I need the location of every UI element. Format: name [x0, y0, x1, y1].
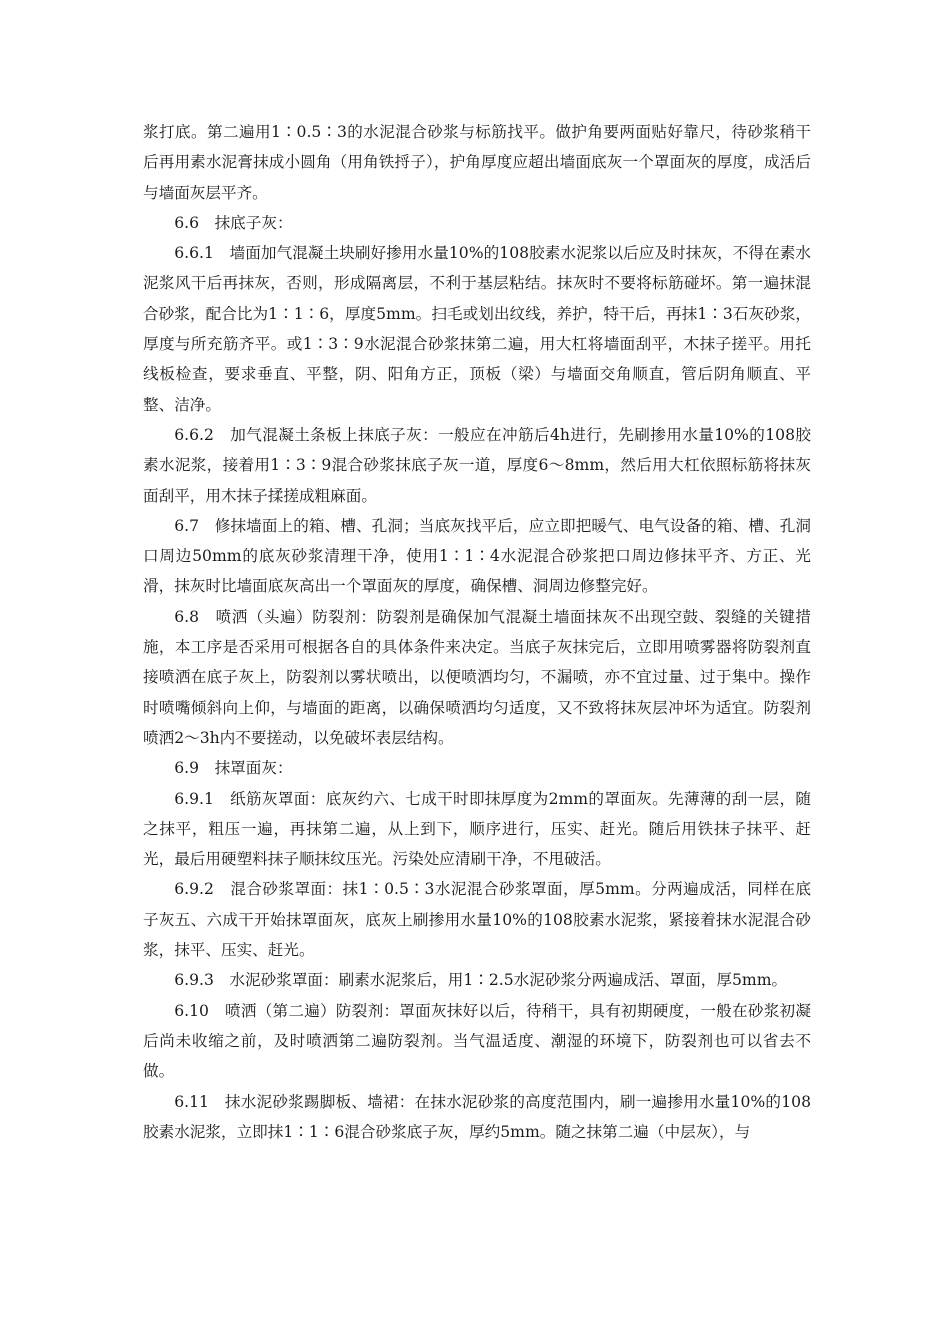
document-body: [143, 117, 811, 1147]
paragraph-6-9-1: 6.9.1 纸筋灰罩面：底灰约六、七成干时即抹厚度为2mm的罩面灰。先薄薄的刮一层，随之抹平，粗压一遍，再抹第二遍，从上到下，顺序进行，压实、赶光。随后用铁抹子抹平、赶光，最后用硬塑料抹子顺抹纹压光。污染处应清刷干净，不甩破活。: [143, 789, 811, 869]
paragraph-6-6-1: 6.6.1 墙面加气混凝土块刷好掺用水量10%的108胶素水泥浆以后应及时抹灰，不得在素水泥浆风干后再抹灰，否则，形成隔离层，不利于基层粘结。抹灰时不要将标筋碰坏。第一遍抹混合砂浆，配合比为1∶1∶6，厚度5mm。扫毛或划出纹线，养护，特干后，再抹1∶3石灰砂浆，厚度与所充筋齐平。或1∶3∶9水泥混合砂浆抹第二遍，用大杠将墙面刮平，木抹子搓平。用托线板检查，要求垂直、平整，阴、阳角方正，顶板（梁）与墙面交角顺直，管后阴角顺直、平整、洁净。: [143, 244, 811, 414]
section-heading-6-9: 6.9 抹罩面灰：: [174, 759, 293, 778]
paragraph-6-9-3: 6.9.3 水泥砂浆罩面：刷素水泥浆后，用1∶2.5水泥砂浆分两遍成活、罩面，厚5mm。: [174, 971, 788, 990]
section-heading-6-6: 6.6 抹底子灰：: [174, 213, 293, 232]
paragraph-6-11: 6.11 抹水泥砂浆踢脚板、墙裙：在抹水泥砂浆的高度范围内，刷一遍掺用水量10%的108胶素水泥浆，立即抹1∶1∶6混合砂浆底子灰，厚约5mm。随之抹第二遍（中层灰），与: [143, 1092, 811, 1141]
paragraph-6-7: 6.7 修抹墙面上的箱、槽、孔洞；当底灰找平后，应立即把暖气、电气设备的箱、槽、孔洞口周边50mm的底灰砂浆清理干净，使用1∶1∶4水泥混合砂浆把口周边修抹平齐、方正、光滑，抹灰时比墙面底灰高出一个罩面灰的厚度，确保槽、洞周边修整完好。: [143, 516, 811, 596]
paragraph-6-8: 6.8 喷洒（头遍）防裂剂：防裂剂是确保加气混凝土墙面抹灰不出现空鼓、裂缝的关键措施，本工序是否采用可根据各自的具体条件来决定。当底子灰抹完后，立即用喷雾器将防裂剂直接喷洒在底子灰上，防裂剂以雾状喷出，以便喷洒均匀，不漏喷，亦不宜过量、过于集中。操作时喷嘴倾斜向上仰，与墙面的距离，以确保喷洒均匀适度，又不致将抹灰层冲坏为适宜。防裂剂喷洒2～3h内不要搓动，以免破坏表层结构。: [143, 607, 811, 747]
paragraph-6-10: 6.10 喷洒（第二遍）防裂剂：罩面灰抹好以后，待稍干，具有初期硬度，一般在砂浆初凝后尚未收缩之前，及时喷洒第二遍防裂剂。当气温适度、潮湿的环境下，防裂剂也可以省去不做。: [143, 1001, 811, 1081]
paragraph-continuation: 浆打底。第二遍用1∶0.5∶3的水泥混合砂浆与标筋找平。做护角要两面贴好靠尺，待砂浆稍干后再用素水泥膏抹成小圆角（用角铁捋子），护角厚度应超出墙面底灰一个罩面灰的厚度，成活后与墙面灰层平齐。: [143, 123, 811, 202]
paragraph-6-6-2: 6.6.2 加气混凝土条板上抹底子灰：一般应在冲筋后4h进行，先刷掺用水量10%的108胶素水泥浆，接着用1∶3∶9混合砂浆抹底子灰一道，厚度6～8mm，然后用大杠依照标筋将抹灰面刮平，用木抹子揉搓成粗麻面。: [143, 425, 811, 505]
paragraph-6-9-2: 6.9.2 混合砂浆罩面：抹1∶0.5∶3水泥混合砂浆罩面，厚5mm。分两遍成活，同样在底子灰五、六成干开始抹罩面灰，底灰上刷掺用水量10%的108胶素水泥浆，紧接着抹水泥混合砂浆，抹平、压实、赶光。: [143, 880, 811, 960]
